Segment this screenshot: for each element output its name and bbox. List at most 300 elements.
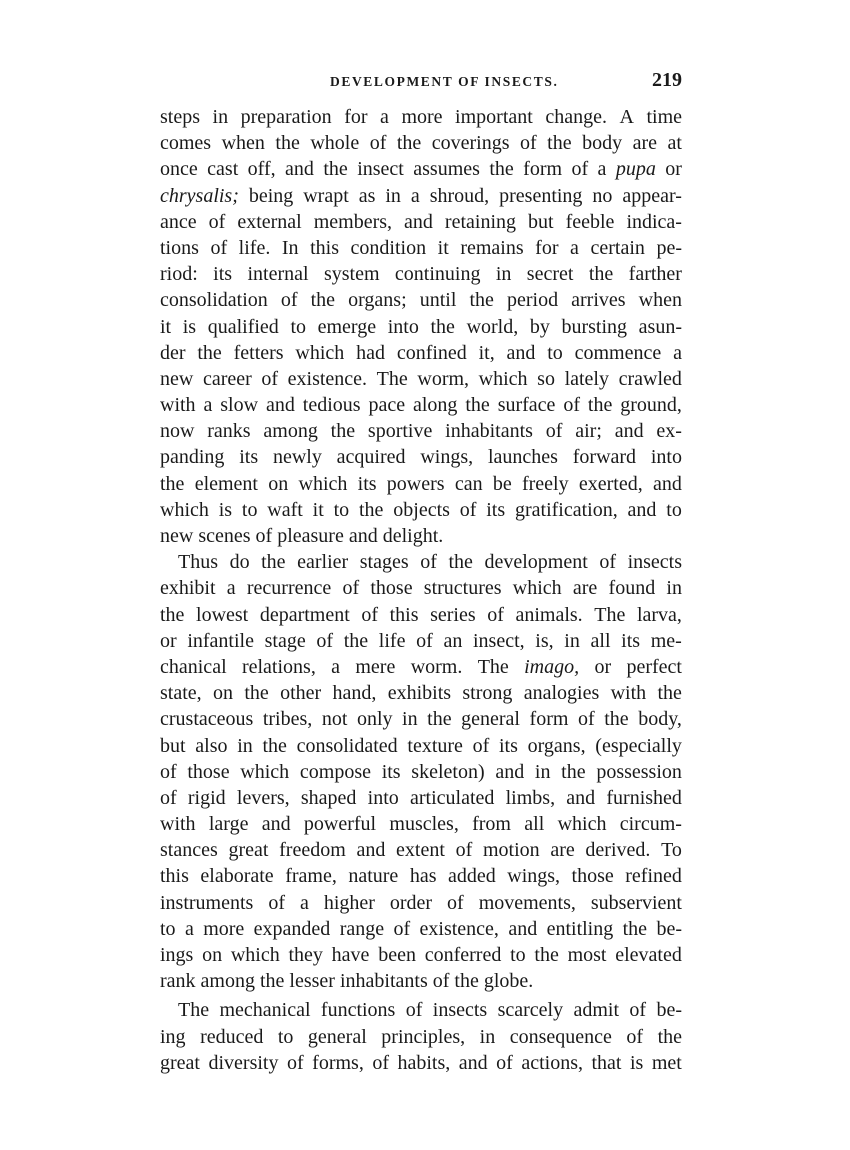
word: of [626, 1025, 644, 1048]
word: new [160, 367, 194, 390]
word: existence. [287, 367, 368, 390]
word: and [348, 525, 378, 547]
word: do [229, 551, 250, 574]
word: of [520, 132, 537, 155]
word: of [393, 917, 411, 940]
word: a [570, 236, 579, 259]
word: of [255, 525, 273, 547]
word: in [237, 734, 253, 757]
word: possession [596, 760, 682, 783]
word: the [469, 289, 494, 312]
word: it [437, 236, 449, 259]
text-line [160, 863, 682, 889]
word: and [506, 341, 536, 364]
word: In [281, 236, 299, 259]
word: among [200, 970, 255, 993]
page-number: 219 [652, 69, 682, 91]
text-line [160, 916, 682, 942]
word: of [342, 577, 360, 600]
word: expanded [253, 917, 331, 940]
word: life. [238, 236, 271, 259]
body-text [160, 104, 682, 1076]
word: in [534, 760, 551, 783]
word: of [447, 891, 464, 914]
word: its [499, 734, 518, 757]
word: wings, [507, 865, 561, 888]
word: globe. [483, 970, 534, 993]
word: ing [160, 1025, 186, 1048]
word: asun- [638, 315, 682, 338]
word: off, [247, 158, 276, 181]
word: me- [650, 629, 682, 652]
word: time [646, 106, 682, 128]
word: the [587, 394, 613, 417]
word: habits, [397, 1051, 451, 1074]
word: launches [487, 446, 558, 469]
word: into [367, 786, 399, 809]
word: the [534, 944, 559, 966]
word: retaining [444, 210, 517, 233]
word: of [160, 786, 177, 809]
word: panding [160, 446, 225, 469]
word: exhibits [387, 682, 452, 705]
word: state, [160, 682, 202, 705]
word: on [212, 682, 233, 705]
word: most [567, 944, 607, 966]
word: lately [564, 367, 609, 390]
word: pupa [615, 158, 656, 181]
word: a [203, 394, 213, 417]
word: organs, [527, 734, 586, 757]
word: powers [386, 472, 445, 495]
word: career [202, 367, 252, 390]
word: worm. [410, 655, 463, 678]
word: which [557, 813, 607, 836]
word: those [187, 760, 230, 783]
text-line [160, 942, 682, 968]
word: slow [220, 394, 259, 417]
word: is [182, 315, 197, 338]
word: a [673, 341, 682, 364]
text-line [160, 837, 682, 863]
word: the [343, 629, 369, 652]
word: element [194, 472, 258, 495]
word: by [529, 315, 550, 338]
word: organs; [348, 289, 407, 312]
word: waft [267, 498, 303, 521]
word: the [547, 132, 572, 155]
word: new [160, 525, 194, 547]
word: to [666, 498, 682, 521]
word: the [244, 682, 269, 705]
word: found [608, 577, 656, 600]
word: the [561, 760, 586, 783]
text-line [160, 444, 682, 470]
word: and [614, 420, 644, 443]
word: relations, [241, 655, 316, 678]
word: nature [348, 865, 399, 888]
word: objects [393, 498, 450, 521]
word: into [387, 315, 419, 338]
word: lowest [196, 603, 249, 626]
text-line [160, 314, 682, 340]
word: on [202, 944, 223, 966]
word: indica- [626, 210, 682, 233]
word: insects [627, 551, 682, 574]
word: have [331, 944, 370, 966]
word: the [622, 917, 648, 940]
word: The [477, 655, 509, 678]
word: of [487, 603, 504, 626]
word: imago, [524, 655, 580, 678]
word: confined [396, 341, 467, 364]
word: with [160, 394, 196, 417]
word: had [356, 341, 385, 364]
word: of [210, 236, 228, 259]
word: a [380, 106, 389, 128]
word: its [486, 498, 506, 521]
word: being [248, 184, 294, 207]
word: to [241, 498, 258, 521]
word: forms, [312, 1051, 364, 1074]
word: so [537, 367, 555, 390]
word: recurrence [246, 577, 332, 600]
word: diversity [208, 1051, 279, 1074]
word: earlier [297, 551, 349, 574]
word: circum- [619, 813, 682, 836]
word: the [489, 158, 514, 181]
word: of [455, 839, 473, 862]
word: The [376, 367, 408, 390]
word: in [666, 577, 682, 600]
word: A [619, 106, 634, 128]
word: pleasure [277, 525, 344, 547]
word: freedom [279, 839, 346, 862]
word: in [495, 263, 512, 286]
text-line [160, 366, 682, 392]
word: is [218, 498, 233, 521]
word: series [430, 603, 476, 626]
word: strong [462, 682, 513, 705]
word: department [259, 603, 350, 626]
word: at [667, 132, 682, 155]
word: riod: [160, 263, 198, 286]
word: not [321, 708, 348, 731]
word: to [277, 1025, 294, 1048]
word: of [372, 1051, 389, 1074]
word: of [160, 760, 177, 783]
word: in [212, 106, 229, 128]
word: preparation [240, 106, 332, 128]
word: Thus [178, 551, 218, 574]
word: rank [160, 970, 196, 993]
word: the [604, 708, 629, 731]
word: shroud, [429, 184, 490, 207]
word: in [402, 708, 418, 731]
word: pace [368, 394, 406, 417]
word: farther [628, 263, 682, 286]
word: condition [350, 236, 427, 259]
text-line [160, 759, 682, 785]
word: are [632, 132, 657, 155]
word: a [184, 917, 194, 940]
word: period [506, 289, 559, 312]
word: great [160, 1051, 200, 1074]
word: insects [432, 999, 488, 1022]
word: this [389, 603, 419, 626]
word: subservient [590, 891, 682, 914]
word: of [261, 367, 279, 390]
word: exerted, [578, 472, 643, 495]
word: newly [272, 446, 322, 469]
word: the [427, 708, 452, 731]
word: for [535, 236, 559, 259]
word: reduced [200, 1025, 264, 1048]
text-line [160, 471, 682, 497]
word: and [652, 472, 682, 495]
word: all [524, 813, 545, 836]
text-line [160, 183, 682, 209]
text-line [160, 523, 682, 549]
word: of [405, 999, 423, 1022]
word: once [160, 158, 198, 181]
word: but [528, 210, 554, 233]
word: general [307, 1025, 367, 1048]
word: wings, [420, 446, 474, 469]
word: in [385, 184, 401, 207]
word: qualified [207, 315, 279, 338]
word: exhibit [160, 577, 216, 600]
word: elaborate [200, 865, 274, 888]
word: added [447, 865, 496, 888]
word: to [290, 315, 306, 338]
text-line [160, 392, 682, 418]
text-line [160, 785, 682, 811]
word: a [226, 577, 236, 600]
word: can [454, 472, 483, 495]
word: in [479, 1025, 496, 1048]
word: actions, [521, 1051, 583, 1074]
word: hand, [332, 682, 377, 705]
word: gratification, [514, 498, 618, 521]
word: when [221, 132, 265, 155]
word: change. [545, 106, 607, 128]
word: ings [160, 944, 194, 966]
word: entitling [546, 917, 614, 940]
word: with [610, 682, 647, 705]
word: movements, [478, 891, 576, 914]
word: the [454, 970, 479, 993]
word: stages [359, 551, 409, 574]
word: the [310, 289, 336, 312]
word: and [458, 1051, 488, 1074]
word: other [280, 682, 322, 705]
word: consolidation [160, 289, 268, 312]
word: tribes, [262, 708, 313, 731]
word: those [370, 577, 413, 600]
word: of [496, 1051, 513, 1074]
word: compose [299, 760, 371, 783]
word: great [228, 839, 269, 862]
word: which [478, 367, 528, 390]
word: has [409, 865, 437, 888]
word: which [295, 341, 345, 364]
word: now [160, 420, 195, 443]
word: and [566, 786, 596, 809]
word: of [571, 158, 589, 181]
text-line [160, 287, 682, 313]
word: into [650, 446, 682, 469]
word: external [237, 210, 302, 233]
word: with [160, 813, 196, 836]
word: those [571, 865, 614, 888]
text-line [160, 997, 682, 1023]
word: lesser [289, 970, 335, 993]
word: is [630, 1051, 644, 1074]
text-line [160, 340, 682, 366]
word: be- [656, 917, 682, 940]
word: muscles, [389, 813, 459, 836]
word: forward [572, 446, 637, 469]
word: and [356, 839, 386, 862]
word: secret [526, 263, 574, 286]
word: stage [264, 629, 306, 652]
word: wrapt [303, 184, 349, 207]
word: mechanical [219, 999, 311, 1022]
word: to [547, 341, 563, 364]
word: which [230, 944, 280, 966]
word: fetters [233, 341, 284, 364]
word: when [638, 289, 682, 312]
word: of [472, 734, 490, 757]
word: presenting [499, 184, 583, 207]
word: powerful [303, 813, 377, 836]
word: principles, [381, 1025, 466, 1048]
word: but [160, 734, 186, 757]
word: freely [521, 472, 569, 495]
word: ranks [207, 420, 251, 443]
word: are [550, 839, 575, 862]
word: animals. [515, 603, 583, 626]
word: among [263, 420, 318, 443]
word: range [339, 917, 385, 940]
text-line [160, 156, 682, 182]
word: whole [310, 132, 360, 155]
word: larva, [636, 603, 682, 626]
word: admit [573, 999, 620, 1022]
word: its [381, 760, 401, 783]
text-line [160, 602, 682, 628]
word: insect [357, 158, 404, 181]
word: members, [313, 210, 393, 233]
word: bursting [561, 315, 628, 338]
word: der [160, 341, 186, 364]
word: steps [160, 106, 200, 128]
word: the [359, 498, 384, 521]
word: to [333, 498, 350, 521]
word: of [432, 970, 450, 993]
text-line [160, 811, 682, 837]
text-line [160, 733, 682, 759]
word: in [564, 629, 580, 652]
word: its [621, 629, 641, 652]
word: order [389, 891, 433, 914]
text-line [160, 706, 682, 732]
word: of [599, 551, 616, 574]
word: this [160, 865, 189, 888]
word: higher [323, 891, 375, 914]
word: commence [574, 341, 662, 364]
word: frame, [285, 865, 337, 888]
word: coverings [431, 132, 510, 155]
word: important [455, 106, 533, 128]
word: consolidated [296, 734, 398, 757]
word: of [208, 210, 226, 233]
word: emerge [317, 315, 377, 338]
text-line [160, 628, 682, 654]
word: more [401, 106, 443, 128]
word: of [416, 629, 433, 652]
word: of [629, 999, 647, 1022]
word: or [665, 158, 682, 181]
word: and [285, 158, 314, 181]
word: a [597, 158, 607, 181]
word: of [286, 1051, 304, 1074]
word: analogies [523, 682, 600, 705]
word: internal [247, 263, 309, 286]
word: the [396, 132, 422, 155]
text-line [160, 968, 682, 994]
word: its [357, 472, 377, 495]
word: derived. [585, 839, 651, 862]
word: certain [590, 236, 645, 259]
word: crustaceous [160, 708, 254, 731]
word: scenes [198, 525, 251, 547]
word: the [330, 420, 356, 443]
word: of [316, 629, 334, 652]
word: cast [207, 158, 239, 181]
word: form [529, 708, 569, 731]
word: continuing [394, 263, 481, 286]
word: general [461, 708, 520, 731]
running-head [160, 70, 682, 100]
word: air; [575, 420, 602, 443]
word: inhabitants [339, 970, 428, 993]
word: the [261, 551, 286, 574]
word: be [492, 472, 512, 495]
word: or [594, 655, 612, 678]
text-line [160, 497, 682, 523]
text-line [160, 1050, 682, 1076]
word: no [592, 184, 613, 207]
text-line [160, 130, 682, 156]
word: The [178, 999, 210, 1022]
word: are [572, 577, 598, 600]
text-line [160, 209, 682, 235]
word: refined [625, 865, 682, 888]
word: to [160, 917, 176, 940]
word: body [582, 132, 623, 155]
text-line [160, 418, 682, 444]
word: skeleton) [411, 760, 485, 783]
word: more [203, 917, 245, 940]
word: of [577, 708, 595, 731]
word: consequence [509, 1025, 612, 1048]
word: the [448, 551, 473, 574]
word: to [510, 944, 526, 966]
word: sportive [367, 420, 433, 443]
word: rigid [187, 786, 226, 809]
